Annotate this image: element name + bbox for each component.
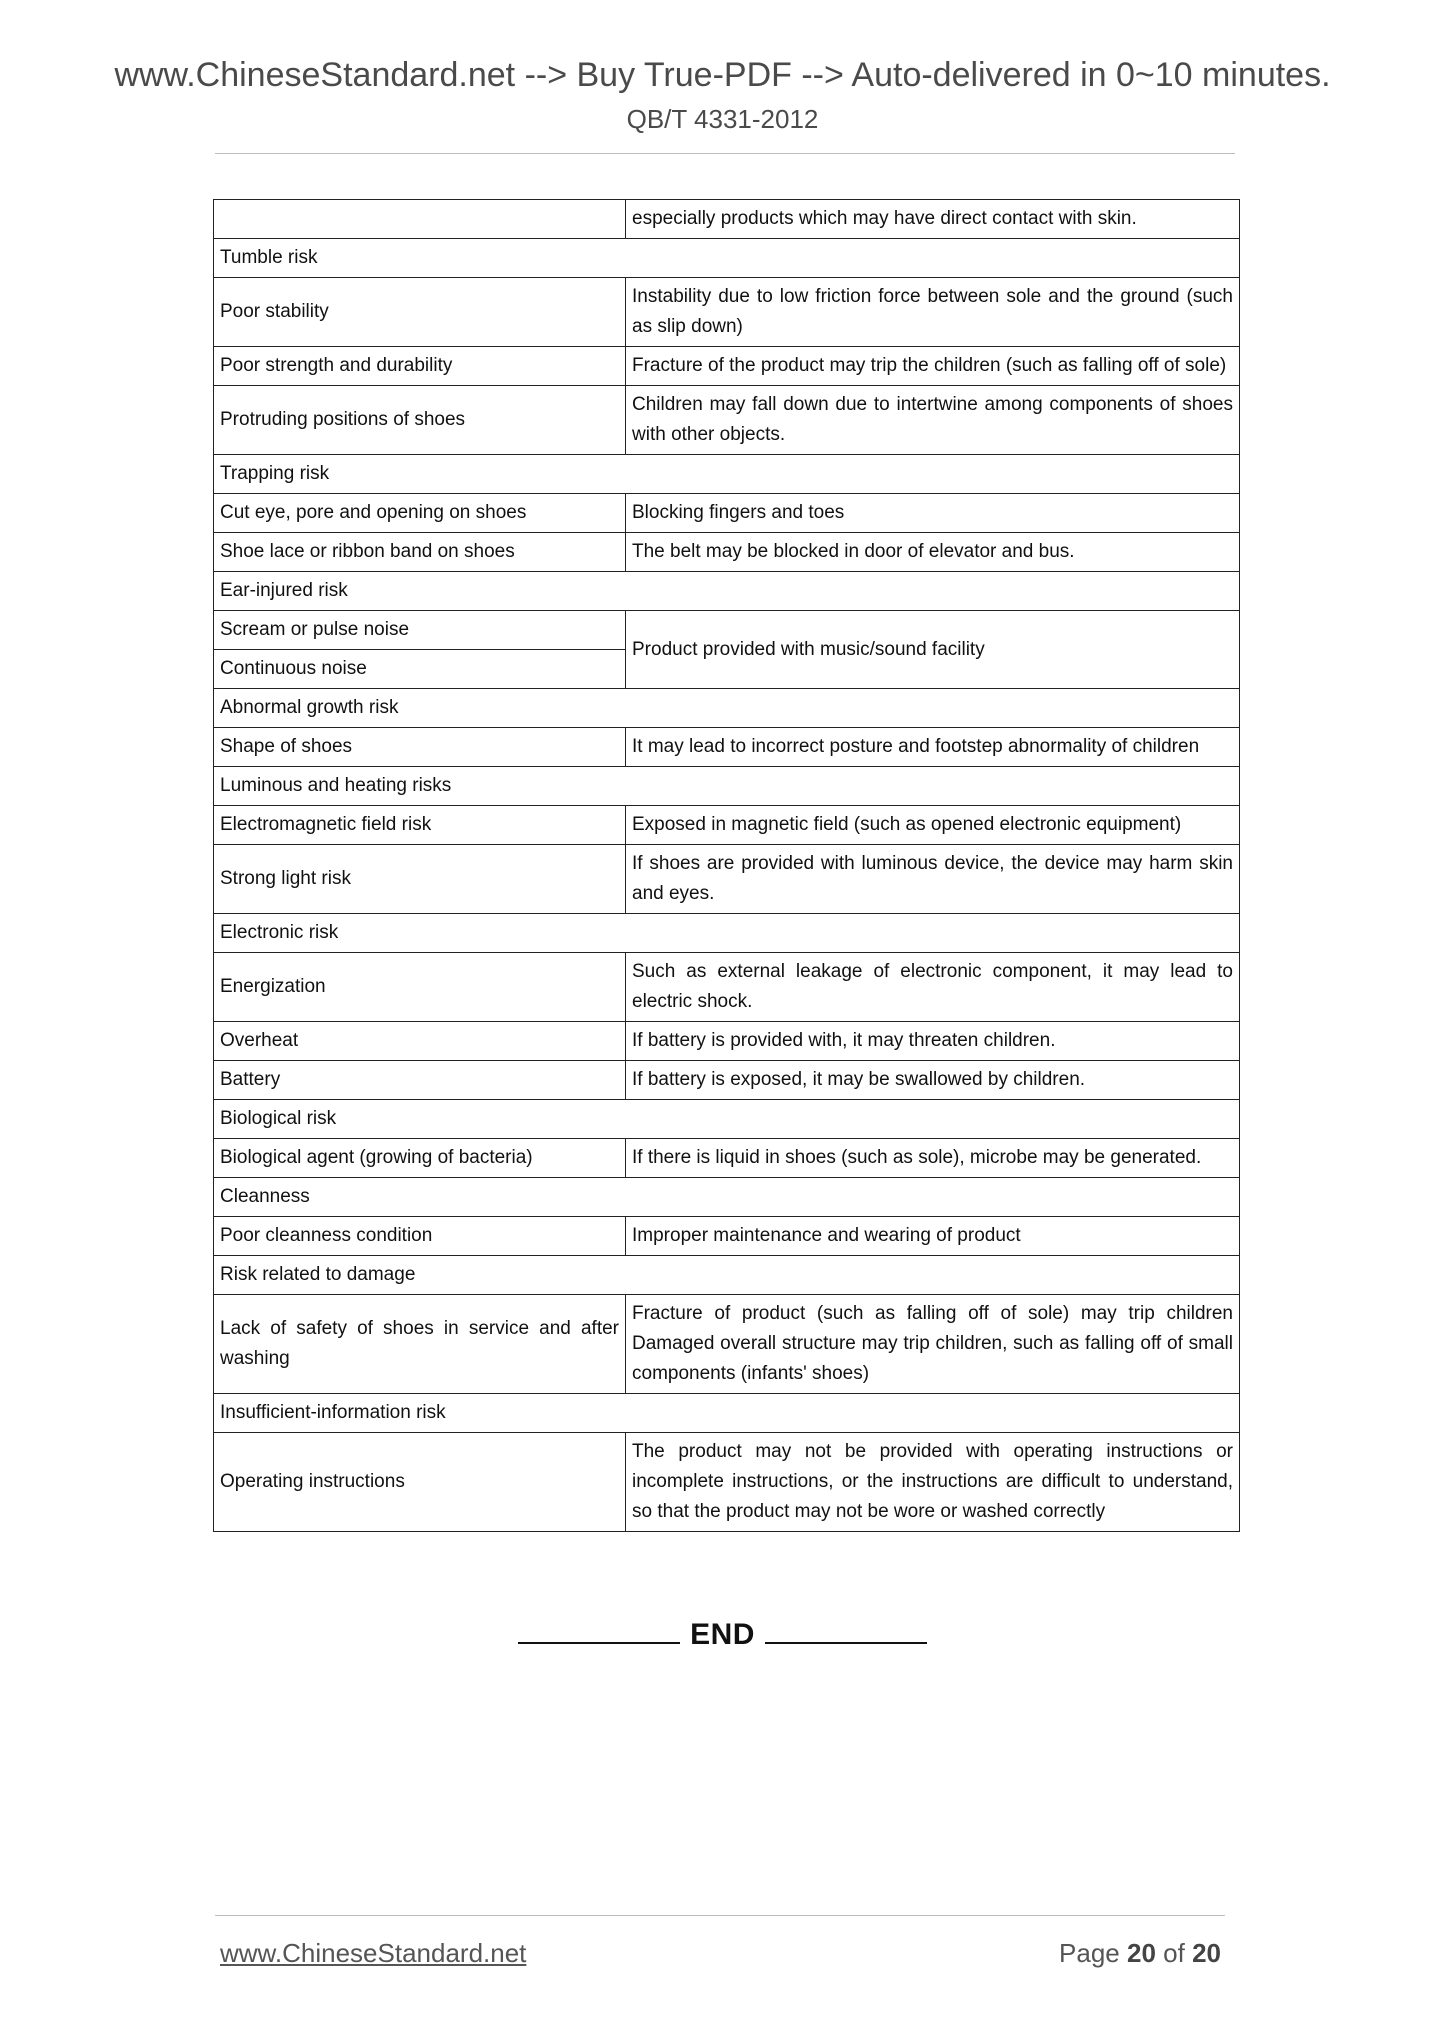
hazard-cell: Poor strength and durability: [214, 347, 626, 386]
hazard-cell: Biological agent (growing of bacteria): [214, 1139, 626, 1178]
section-heading: Electronic risk: [214, 914, 1240, 953]
section-heading: Insufficient-information risk: [214, 1394, 1240, 1433]
table-row: [214, 1433, 1240, 1532]
hazard-cell: Shoe lace or ribbon band on shoes: [214, 533, 626, 572]
section-row: [214, 767, 1240, 806]
hazard-cell: Overheat: [214, 1022, 626, 1061]
section-row: [214, 455, 1240, 494]
description-cell: The belt may be blocked in door of elevator and bus.: [626, 533, 1240, 572]
table-row: [214, 494, 1240, 533]
hazard-cell: Energization: [214, 953, 626, 1022]
description-cell: It may lead to incorrect posture and footstep abnormality of children: [626, 728, 1240, 767]
header-banner: www.ChineseStandard.net --> Buy True-PDF --> Auto-delivered in 0~10 minutes.: [114, 56, 1331, 94]
standard-code: QB/T 4331-2012: [626, 104, 819, 134]
hazard-cell: [214, 200, 626, 239]
header-divider: [215, 153, 1235, 154]
description-cell: Blocking fingers and toes: [626, 494, 1240, 533]
table-row: [214, 953, 1240, 1022]
description-cell: Such as external leakage of electronic component, it may lead to electric shock.: [626, 953, 1240, 1022]
page-prefix: Page: [1059, 1938, 1120, 1968]
description-cell: Improper maintenance and wearing of product: [626, 1217, 1240, 1256]
end-rule-right: [765, 1618, 927, 1644]
hazard-cell: Scream or pulse noise: [214, 611, 626, 650]
section-heading: Luminous and heating risks: [214, 767, 1240, 806]
description-cell: Fracture of product (such as falling off of sole) may trip children Damaged overall structure may trip children, such as falling off of small components (infants' shoes): [626, 1295, 1240, 1394]
page-current: 20: [1127, 1938, 1156, 1968]
table-row: [214, 347, 1240, 386]
hazard-cell: Continuous noise: [214, 650, 626, 689]
section-row: [214, 239, 1240, 278]
end-label: END: [690, 1618, 755, 1651]
table-row: [214, 845, 1240, 914]
section-heading: Tumble risk: [214, 239, 1240, 278]
hazard-cell: Shape of shoes: [214, 728, 626, 767]
table-row: [214, 611, 1240, 650]
hazard-cell: Poor cleanness condition: [214, 1217, 626, 1256]
table-row: [214, 386, 1240, 455]
footer-site-link[interactable]: www.ChineseStandard.net: [220, 1938, 527, 1968]
hazard-cell: Operating instructions: [214, 1433, 626, 1532]
section-row: [214, 1394, 1240, 1433]
description-cell: If battery is provided with, it may threaten children.: [626, 1022, 1240, 1061]
table-row: [214, 728, 1240, 767]
hazard-cell: Protruding positions of shoes: [214, 386, 626, 455]
risk-table: [213, 199, 1240, 1532]
table-row: [214, 1139, 1240, 1178]
description-cell: Fracture of the product may trip the children (such as falling off of sole): [626, 347, 1240, 386]
table-row: [214, 1022, 1240, 1061]
section-row: [214, 1178, 1240, 1217]
hazard-cell: Strong light risk: [214, 845, 626, 914]
hazard-cell: Cut eye, pore and opening on shoes: [214, 494, 626, 533]
hazard-cell: Electromagnetic field risk: [214, 806, 626, 845]
section-heading: Cleanness: [214, 1178, 1240, 1217]
end-rule-left: [518, 1618, 680, 1644]
section-heading: Risk related to damage: [214, 1256, 1240, 1295]
hazard-cell: Battery: [214, 1061, 626, 1100]
end-marker: [0, 1618, 1445, 1652]
description-cell: Instability due to low friction force between sole and the ground (such as slip down): [626, 278, 1240, 347]
section-row: [214, 1100, 1240, 1139]
section-heading: Biological risk: [214, 1100, 1240, 1139]
description-cell: Exposed in magnetic field (such as opened electronic equipment): [626, 806, 1240, 845]
description-cell: Product provided with music/sound facility: [626, 611, 1240, 689]
description-cell: If battery is exposed, it may be swallowed by children.: [626, 1061, 1240, 1100]
description-cell: If there is liquid in shoes (such as sole), microbe may be generated.: [626, 1139, 1240, 1178]
section-heading: Abnormal growth risk: [214, 689, 1240, 728]
footer-divider: [215, 1915, 1225, 1916]
section-row: [214, 1256, 1240, 1295]
page-indicator: [1059, 1938, 1221, 1969]
description-cell: If shoes are provided with luminous device, the device may harm skin and eyes.: [626, 845, 1240, 914]
section-heading: Trapping risk: [214, 455, 1240, 494]
table-row: [214, 1295, 1240, 1394]
section-row: [214, 914, 1240, 953]
hazard-cell: Lack of safety of shoes in service and after washing: [214, 1295, 626, 1394]
table-row: [214, 278, 1240, 347]
section-row: [214, 572, 1240, 611]
table-row: [214, 1061, 1240, 1100]
description-cell: Children may fall down due to intertwine among components of shoes with other objects.: [626, 386, 1240, 455]
page-total: 20: [1192, 1938, 1221, 1968]
table-row: [214, 533, 1240, 572]
hazard-cell: Poor stability: [214, 278, 626, 347]
table-row: [214, 1217, 1240, 1256]
table-row: [214, 200, 1240, 239]
description-cell: The product may not be provided with operating instructions or incomplete instructions, or the instructions are difficult to understand, so that the product may not be wore or washed correctly: [626, 1433, 1240, 1532]
page-of: of: [1163, 1938, 1185, 1968]
description-cell: especially products which may have direct contact with skin.: [626, 200, 1240, 239]
table-row: [214, 806, 1240, 845]
section-row: [214, 689, 1240, 728]
section-heading: Ear-injured risk: [214, 572, 1240, 611]
